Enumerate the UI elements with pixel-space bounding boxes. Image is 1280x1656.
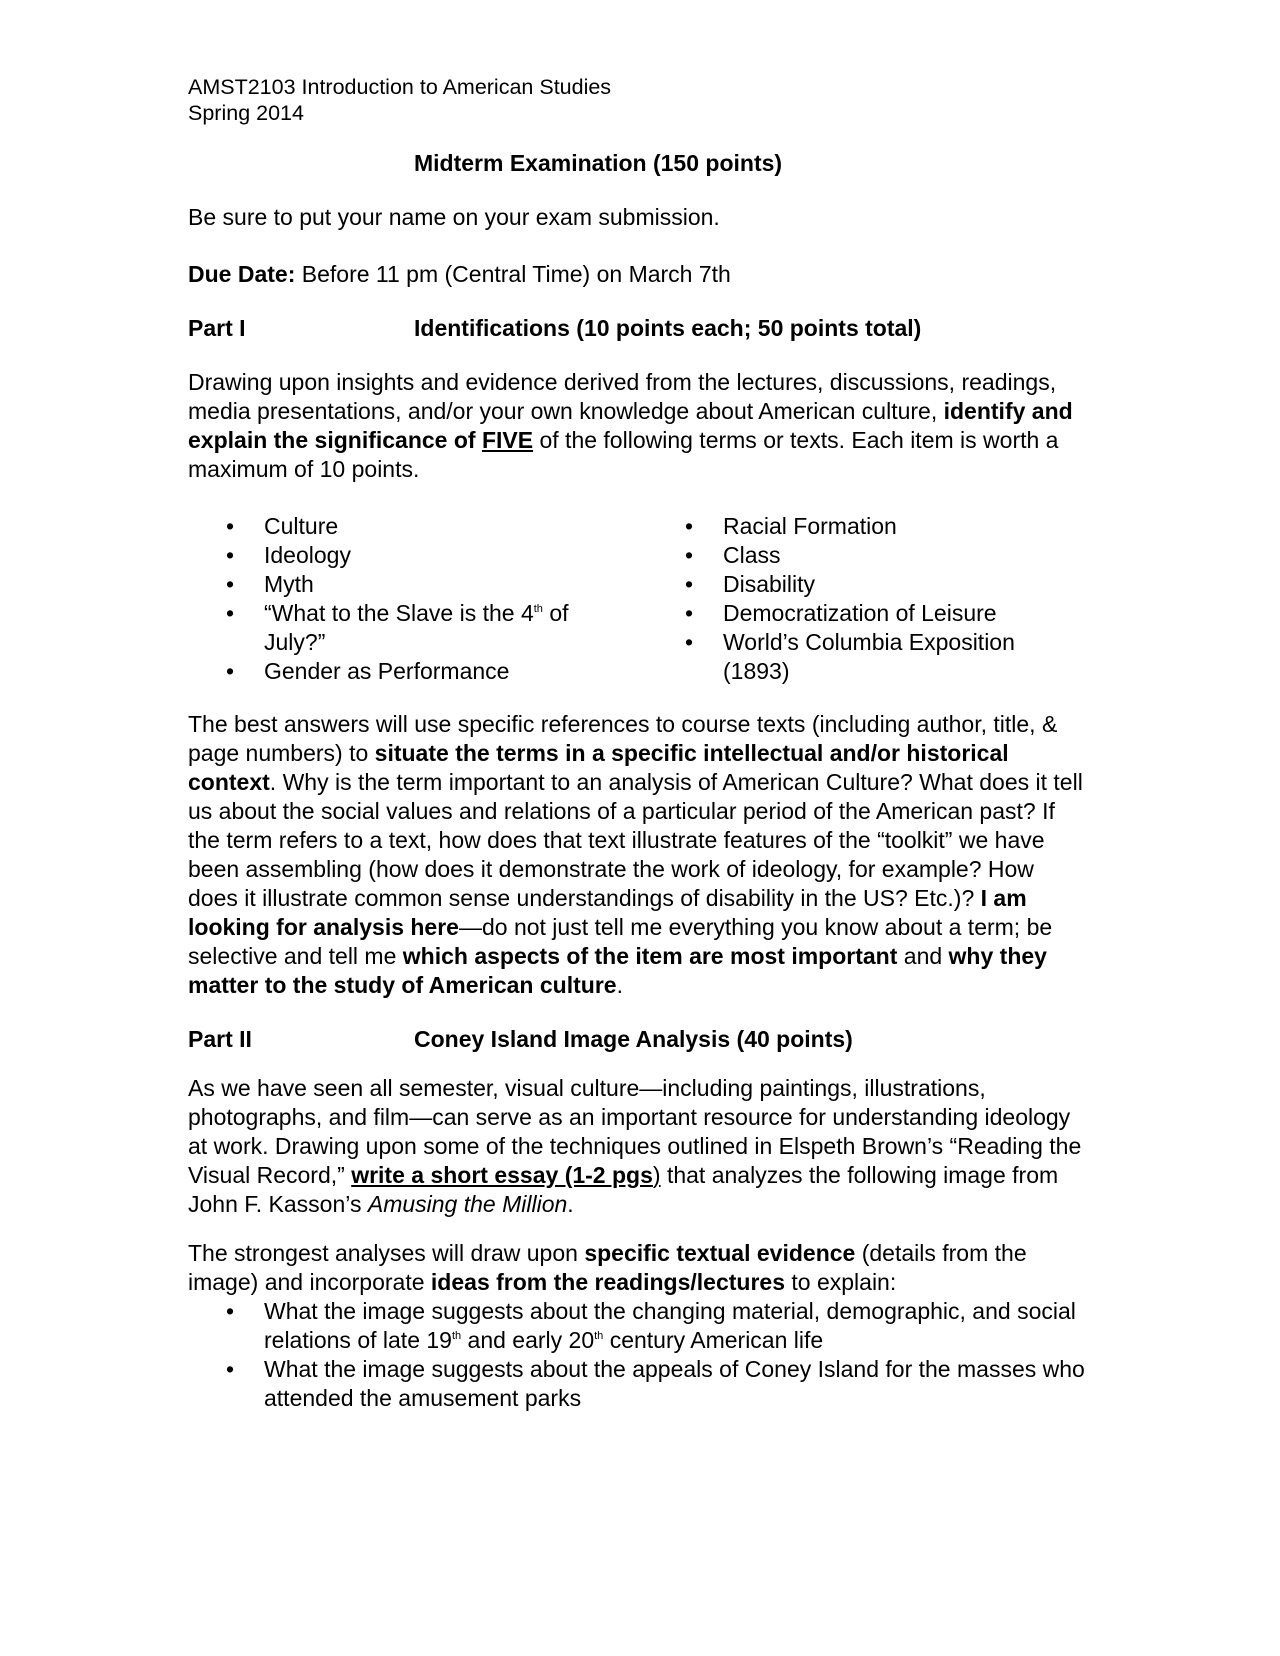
semester: Spring 2014 [188,101,304,125]
bullet-icon: • [226,571,235,597]
part2-heading [188,1025,1088,1054]
part1-heading [188,314,1088,343]
criteria-emphasis: specific textual evidence [584,1240,856,1266]
part1-label: Part I [188,315,246,341]
bullet-icon: • [685,513,694,539]
list-item [685,570,1085,599]
instructions-text-end: of the following terms or texts. Each item is worth a maximum of 10 points. [188,427,1059,482]
term-list [188,512,1088,682]
guidance-text: . Why is the term important to an analysis of American Culture? What does it tell us about the social values and relations of a particular period of the American past? If the term refers to a text, how does that text illustrate features of the “toolkit” we have been assembling (how does it demonstrate the work of ideology, for example? How does it illustrate common sense understandings of disability in the US? Etc.)? [188,769,1083,911]
intro-text: . [567,1191,574,1217]
list-item [685,512,1085,541]
page-title: Midterm Examination (150 points) [414,150,783,176]
term-label: Class [723,542,781,568]
book-title: Amusing the Million [367,1191,568,1217]
question-text: century American life [603,1327,824,1353]
term-column-right [685,512,1085,686]
part2-intro [188,1074,1088,1219]
term-label: Myth [264,571,314,597]
term-label: Disability [723,571,816,597]
guidance-emphasis: which aspects of the item are most important [402,943,898,969]
part1-guidance [188,710,1088,1000]
intro-text: that analyzes the following image from John F. Kasson’s [188,1162,1059,1217]
criteria-text: to explain: [785,1269,897,1295]
term-label: Ideology [264,542,351,568]
guidance-text: and [897,943,949,969]
part2-label: Part II [188,1026,252,1052]
question-text: What the image suggests about the appeals of Coney Island for the masses who attended the amusement parks [264,1356,1085,1411]
bullet-icon: • [226,513,235,539]
term-label: Gender as Performance [264,658,510,684]
question-superscript: th [451,1330,462,1342]
guidance-emphasis: I am looking for analysis here [188,885,1027,940]
course-name: AMST2103 Introduction to American Studies [188,75,612,99]
instructions-emphasis: identify and explain the significance of [188,398,1073,453]
term-label: Racial Formation [723,513,897,539]
bullet-icon: • [685,571,694,597]
due-date-text: Before 11 pm (Central Time) on March 7th [295,261,731,287]
list-item [685,628,1085,686]
term-label: “What to the Slave is the 4 [264,600,534,626]
due-date [188,260,1088,289]
part2-criteria [188,1239,1088,1297]
list-item [226,657,616,686]
guidance-text: —do not just tell me everything you know about a term; be selective and tell me [188,914,1053,969]
part1-title: Identifications (10 points each; 50 points total) [414,315,922,341]
term-column-left [226,512,616,686]
term-label-end: of July?” [264,600,569,655]
bullet-icon: • [226,600,235,626]
list-item [226,599,616,657]
due-date-label: Due Date: [188,261,296,287]
bullet-icon: • [226,658,235,684]
bullet-icon: • [226,542,235,568]
essay-requirement: write a short essay (1-2 pgs [351,1162,653,1188]
guidance-text: The best answers will use specific references to course texts (including author, title, & page numbers) to [188,711,1058,766]
instructions-count: FIVE [481,427,534,453]
question-list [188,1297,1088,1413]
bullet-icon: • [226,1298,235,1324]
term-label: Democratization of Leisure [723,600,997,626]
term-superscript: th [533,603,543,615]
criteria-text: (details from the image) and incorporate [188,1240,1027,1295]
list-item [226,541,616,570]
bullet-icon: • [685,629,694,655]
criteria-text: The strongest analyses will draw upon [188,1240,585,1266]
criteria-emphasis: ideas from the readings/lectures [430,1269,785,1295]
question-text: and early 20 [461,1327,595,1353]
term-label: Culture [264,513,339,539]
guidance-emphasis: situate the terms in a specific intellectual and/or historical context [188,740,1009,795]
list-item [685,541,1085,570]
intro-text: As we have seen all semester, visual culture—including paintings, illustrations, photographs, and film—can serve as an important resource for understanding ideology at work. Drawing upon some of the techniques outlined in Elspeth Brown’s “Reading the Visual Record,” [188,1075,1082,1188]
list-item [685,599,1085,628]
guidance-text: . [616,972,623,998]
guidance-emphasis: why they matter to the study of American culture [188,943,1047,998]
exam-document [188,74,1088,1413]
essay-requirement-end: ) [652,1162,661,1188]
bullet-icon: • [226,1356,235,1382]
instructions-text: Drawing upon insights and evidence derived from the lectures, discussions, readings, media presentations, and/or your own knowledge about American culture, [188,369,1057,424]
question-superscript: th [594,1330,604,1342]
name-reminder: Be sure to put your name on your exam submission. [188,204,720,230]
list-item [188,1297,1088,1355]
term-label: World’s Columbia Exposition (1893) [723,629,1015,684]
part2-title: Coney Island Image Analysis (40 points) [414,1026,853,1052]
bullet-icon: • [685,600,694,626]
bullet-icon: • [685,542,694,568]
list-item [188,1355,1088,1413]
question-text: What the image suggests about the changing material, demographic, and social relations of late 19 [264,1298,1076,1353]
list-item [226,512,616,541]
part1-instructions [188,368,1088,484]
list-item [226,570,616,599]
